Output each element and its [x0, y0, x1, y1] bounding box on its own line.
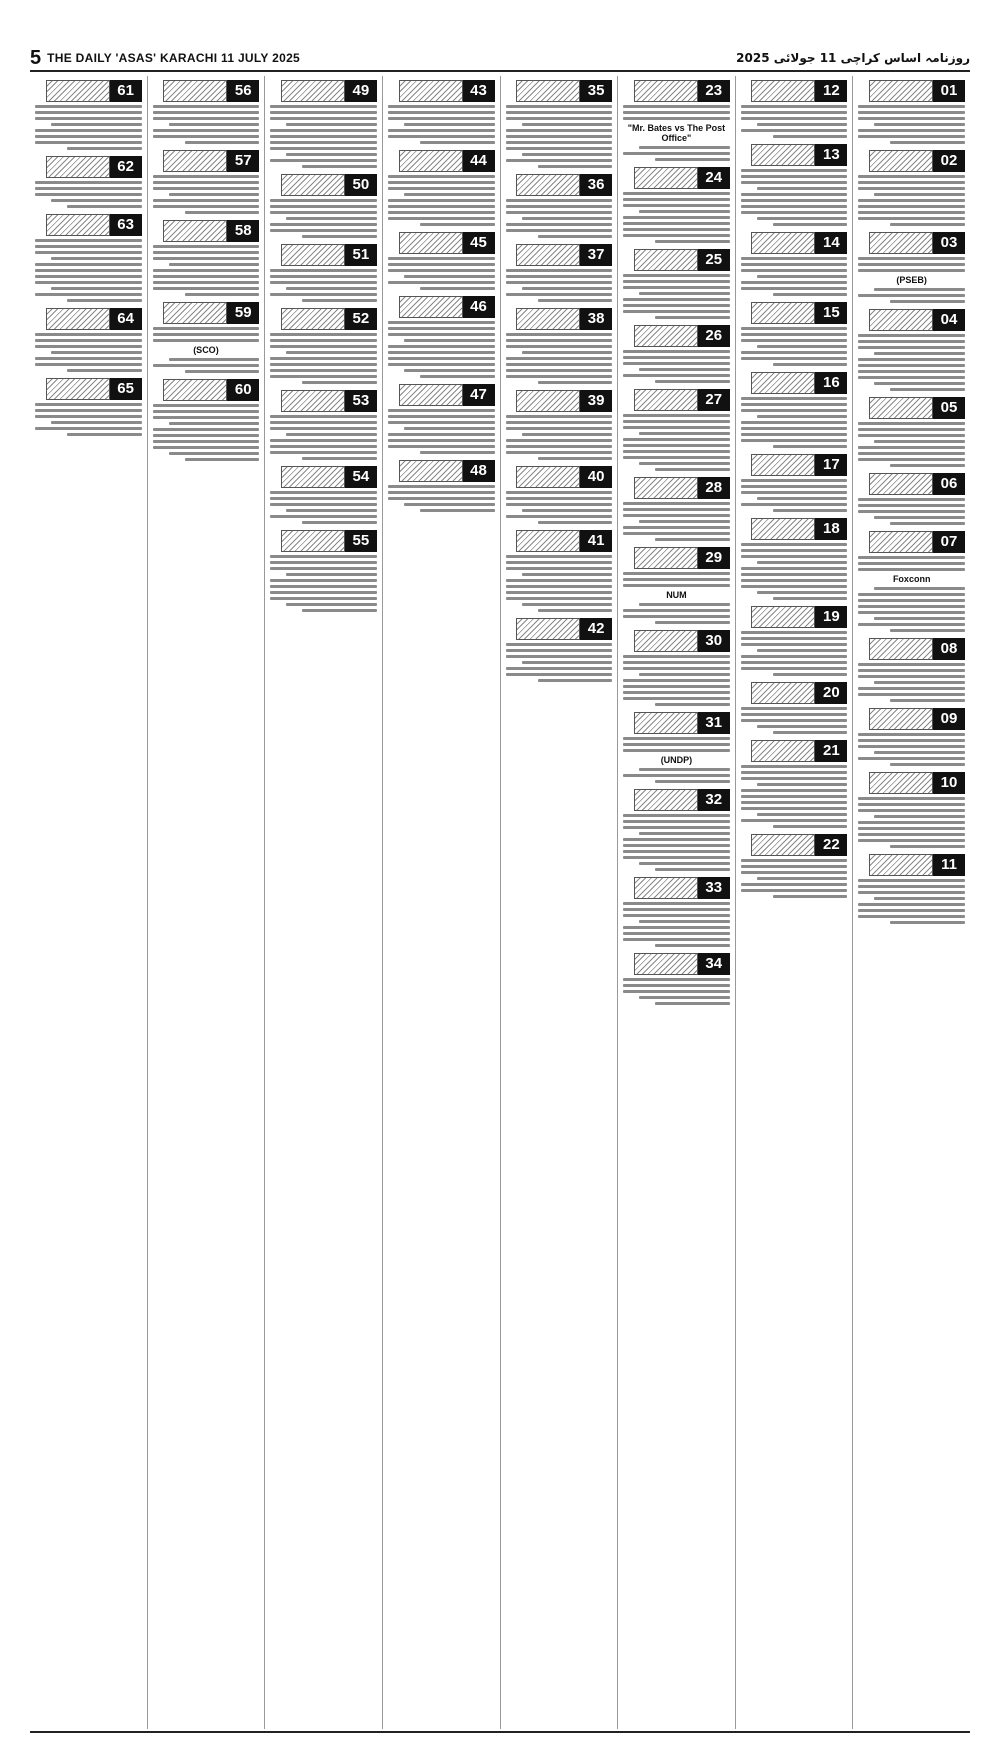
hatch-decoration: [869, 638, 933, 660]
news-item: [35, 214, 142, 302]
hatch-decoration: [751, 302, 815, 324]
column-4: [500, 76, 618, 1729]
body-text: [623, 192, 730, 243]
item-number: 34: [698, 953, 730, 975]
hatch-decoration: [46, 308, 110, 330]
body-text: [153, 327, 260, 373]
english-phrase: (PSEB): [896, 275, 927, 285]
hatch-decoration: [46, 156, 110, 178]
hatch-decoration: [634, 249, 698, 271]
news-item: [858, 638, 965, 702]
item-number: 12: [815, 80, 847, 102]
masthead-urdu: روزنامہ اساس کراچی 11 جولائی 2025: [736, 51, 970, 65]
item-number: 63: [110, 214, 142, 236]
item-number: 07: [933, 531, 965, 553]
body-text: [153, 404, 260, 461]
hatch-decoration: [869, 473, 933, 495]
body-text: [388, 175, 495, 226]
news-item: [741, 80, 848, 138]
hatch-decoration: [46, 378, 110, 400]
body-text: [741, 169, 848, 226]
body-text: [741, 105, 848, 138]
body-text: [35, 181, 142, 208]
item-number: 23: [698, 80, 730, 102]
news-item: [270, 466, 377, 524]
item-number: 44: [463, 150, 495, 172]
item-number: 47: [463, 384, 495, 406]
body-text: [35, 239, 142, 302]
hatch-decoration: [634, 547, 698, 569]
news-item: [741, 682, 848, 734]
item-number: 62: [110, 156, 142, 178]
item-number: 55: [345, 530, 377, 552]
item-number: 19: [815, 606, 847, 628]
news-item: [270, 308, 377, 384]
item-number: 48: [463, 460, 495, 482]
news-item: [858, 854, 965, 924]
news-item: [153, 150, 260, 214]
item-number: 56: [227, 80, 259, 102]
hatch-decoration: [869, 80, 933, 102]
body-text: [741, 765, 848, 828]
news-item: [741, 740, 848, 828]
body-text: [741, 543, 848, 600]
news-item: [388, 384, 495, 454]
item-number: 14: [815, 232, 847, 254]
body-text: [858, 334, 965, 391]
hatch-decoration: [751, 834, 815, 856]
news-item: [506, 308, 613, 384]
news-item: [623, 389, 730, 471]
hatch-decoration: [281, 80, 345, 102]
body-text: [858, 498, 965, 525]
body-text: [741, 479, 848, 512]
hatch-decoration: [516, 390, 580, 412]
hatch-decoration: [869, 309, 933, 331]
hatch-decoration: [516, 174, 580, 196]
news-item: [623, 249, 730, 319]
column-5: [382, 76, 500, 1729]
item-number: 04: [933, 309, 965, 331]
item-number: 27: [698, 389, 730, 411]
page-number: 5: [30, 46, 42, 69]
body-text: [623, 737, 730, 783]
hatch-decoration: [634, 389, 698, 411]
body-text: [623, 414, 730, 471]
hatch-decoration: [634, 325, 698, 347]
hatch-decoration: [751, 144, 815, 166]
body-text: [858, 105, 965, 144]
body-text: [506, 491, 613, 524]
body-text: [388, 105, 495, 144]
column-2: [735, 76, 853, 1729]
item-number: 18: [815, 518, 847, 540]
hatch-decoration: [751, 80, 815, 102]
item-number: 09: [933, 708, 965, 730]
hatch-decoration: [281, 530, 345, 552]
news-item: [35, 156, 142, 208]
news-item: [858, 309, 965, 391]
item-number: 31: [698, 712, 730, 734]
body-text: [153, 175, 260, 214]
body-text: [506, 105, 613, 168]
hatch-decoration: [163, 302, 227, 324]
item-number: 28: [698, 477, 730, 499]
news-item: [623, 712, 730, 783]
body-text: [858, 257, 965, 303]
item-number: 11: [933, 854, 965, 876]
hatch-decoration: [163, 150, 227, 172]
hatch-decoration: [399, 80, 463, 102]
body-text: [623, 274, 730, 319]
page-header: [30, 46, 970, 72]
item-number: 59: [227, 302, 259, 324]
news-item: [858, 708, 965, 766]
hatch-decoration: [399, 296, 463, 318]
hatch-decoration: [516, 308, 580, 330]
item-number: 60: [227, 379, 259, 401]
news-item: [506, 390, 613, 460]
hatch-decoration: [869, 708, 933, 730]
news-item: [858, 232, 965, 303]
news-item: [270, 244, 377, 302]
body-text: [506, 333, 613, 384]
english-phrase: NUM: [666, 590, 687, 600]
hatch-decoration: [751, 682, 815, 704]
news-item: [153, 220, 260, 296]
body-text: [388, 257, 495, 290]
body-text: [153, 245, 260, 296]
news-item: [741, 454, 848, 512]
news-item: [623, 167, 730, 243]
item-number: 40: [580, 466, 612, 488]
english-phrase: "Mr. Bates vs The Post Office": [627, 123, 726, 143]
item-number: 38: [580, 308, 612, 330]
body-text: [270, 199, 377, 238]
news-item: [858, 772, 965, 848]
body-text: [741, 707, 848, 734]
body-text: [623, 572, 730, 624]
item-number: 37: [580, 244, 612, 266]
news-item: [623, 953, 730, 1005]
item-number: 30: [698, 630, 730, 652]
item-number: 24: [698, 167, 730, 189]
item-number: 52: [345, 308, 377, 330]
body-text: [270, 415, 377, 460]
item-number: 17: [815, 454, 847, 476]
body-text: [270, 333, 377, 384]
hatch-decoration: [751, 454, 815, 476]
news-item: [270, 174, 377, 238]
item-number: 25: [698, 249, 730, 271]
news-item: [506, 174, 613, 238]
hatch-decoration: [281, 174, 345, 196]
news-item: [388, 232, 495, 290]
body-text: [858, 663, 965, 702]
news-item: [153, 80, 260, 144]
news-item: [741, 372, 848, 448]
item-number: 39: [580, 390, 612, 412]
body-text: [270, 269, 377, 302]
hatch-decoration: [281, 244, 345, 266]
hatch-decoration: [869, 232, 933, 254]
news-item: [858, 150, 965, 226]
body-text: [623, 902, 730, 947]
english-phrase: (SCO): [193, 345, 219, 355]
news-item: [623, 325, 730, 383]
english-phrase: (UNDP): [660, 755, 693, 765]
hatch-decoration: [751, 232, 815, 254]
news-item: [623, 789, 730, 871]
item-number: 21: [815, 740, 847, 762]
body-text: [741, 257, 848, 296]
news-item: [741, 518, 848, 600]
news-item: [506, 80, 613, 168]
item-number: 36: [580, 174, 612, 196]
body-text: [506, 555, 613, 612]
body-text: [270, 555, 377, 612]
item-number: 08: [933, 638, 965, 660]
body-text: [153, 105, 260, 144]
news-item: [270, 530, 377, 612]
news-item: [741, 144, 848, 226]
masthead-english: THE DAILY 'ASAS' KARACHI 11 JULY 2025: [47, 51, 301, 65]
item-number: 01: [933, 80, 965, 102]
news-item: [153, 379, 260, 461]
item-number: 53: [345, 390, 377, 412]
column-8: [30, 76, 147, 1729]
news-item: [270, 390, 377, 460]
news-item: [506, 618, 613, 682]
column-6: [264, 76, 382, 1729]
news-item: [388, 296, 495, 378]
item-number: 16: [815, 372, 847, 394]
hatch-decoration: [634, 712, 698, 734]
news-item: [623, 477, 730, 541]
hatch-decoration: [869, 150, 933, 172]
body-text: [35, 333, 142, 372]
body-text: [741, 859, 848, 898]
body-text: [506, 199, 613, 238]
news-item: [388, 150, 495, 226]
hatch-decoration: [516, 530, 580, 552]
news-item: [623, 630, 730, 706]
news-item: [270, 80, 377, 168]
news-item: [741, 606, 848, 676]
item-number: 64: [110, 308, 142, 330]
item-number: 42: [580, 618, 612, 640]
body-text: [858, 797, 965, 848]
item-number: 26: [698, 325, 730, 347]
news-item: [623, 547, 730, 624]
footer-rule: [30, 1731, 970, 1733]
item-number: 61: [110, 80, 142, 102]
news-item: [741, 834, 848, 898]
body-text: [858, 733, 965, 766]
hatch-decoration: [516, 244, 580, 266]
hatch-decoration: [751, 740, 815, 762]
hatch-decoration: [869, 854, 933, 876]
body-text: [741, 397, 848, 448]
news-item: [506, 466, 613, 524]
body-text: [35, 403, 142, 436]
news-item: [388, 80, 495, 144]
item-number: 65: [110, 378, 142, 400]
item-number: 51: [345, 244, 377, 266]
body-text: [270, 105, 377, 168]
news-item: [858, 473, 965, 525]
item-number: 13: [815, 144, 847, 166]
hatch-decoration: [516, 618, 580, 640]
hatch-decoration: [399, 232, 463, 254]
body-text: [858, 422, 965, 467]
item-number: 03: [933, 232, 965, 254]
hatch-decoration: [751, 606, 815, 628]
item-number: 06: [933, 473, 965, 495]
body-text: [506, 269, 613, 302]
body-text: [858, 175, 965, 226]
item-number: 15: [815, 302, 847, 324]
item-number: 29: [698, 547, 730, 569]
column-3: [617, 76, 735, 1729]
hatch-decoration: [634, 167, 698, 189]
hatch-decoration: [751, 518, 815, 540]
news-item: [858, 531, 965, 632]
english-phrase: Foxconn: [892, 574, 931, 584]
news-columns: [30, 76, 970, 1729]
body-text: [858, 879, 965, 924]
hatch-decoration: [163, 379, 227, 401]
body-text: [388, 321, 495, 378]
body-text: [388, 409, 495, 454]
hatch-decoration: [869, 397, 933, 419]
item-number: 20: [815, 682, 847, 704]
body-text: [623, 655, 730, 706]
news-item: [388, 460, 495, 512]
item-number: 33: [698, 877, 730, 899]
hatch-decoration: [281, 308, 345, 330]
body-text: [623, 978, 730, 1005]
news-item: [741, 232, 848, 296]
hatch-decoration: [516, 80, 580, 102]
column-1: [852, 76, 970, 1729]
item-number: 49: [345, 80, 377, 102]
body-text: [270, 491, 377, 524]
body-text: [858, 556, 965, 632]
news-item: [741, 302, 848, 366]
hatch-decoration: [869, 772, 933, 794]
news-item: [858, 397, 965, 467]
item-number: 35: [580, 80, 612, 102]
hatch-decoration: [163, 220, 227, 242]
item-number: 57: [227, 150, 259, 172]
item-number: 32: [698, 789, 730, 811]
hatch-decoration: [516, 466, 580, 488]
column-7: [147, 76, 265, 1729]
body-text: [623, 502, 730, 541]
hatch-decoration: [281, 390, 345, 412]
hatch-decoration: [281, 466, 345, 488]
news-item: [506, 244, 613, 302]
item-number: 10: [933, 772, 965, 794]
body-text: [741, 327, 848, 366]
news-item: [35, 378, 142, 436]
item-number: 45: [463, 232, 495, 254]
hatch-decoration: [46, 214, 110, 236]
body-text: [623, 814, 730, 871]
item-number: 05: [933, 397, 965, 419]
news-item: [623, 877, 730, 947]
body-text: [506, 415, 613, 460]
news-item: [623, 80, 730, 161]
hatch-decoration: [399, 460, 463, 482]
news-item: [858, 80, 965, 144]
item-number: 02: [933, 150, 965, 172]
body-text: [741, 631, 848, 676]
item-number: 54: [345, 466, 377, 488]
body-text: [35, 105, 142, 150]
body-text: [388, 485, 495, 512]
item-number: 46: [463, 296, 495, 318]
item-number: 22: [815, 834, 847, 856]
hatch-decoration: [46, 80, 110, 102]
hatch-decoration: [634, 789, 698, 811]
body-text: [623, 350, 730, 383]
hatch-decoration: [869, 531, 933, 553]
hatch-decoration: [634, 877, 698, 899]
hatch-decoration: [399, 384, 463, 406]
item-number: 41: [580, 530, 612, 552]
hatch-decoration: [751, 372, 815, 394]
news-item: [35, 80, 142, 150]
hatch-decoration: [634, 477, 698, 499]
hatch-decoration: [634, 80, 698, 102]
item-number: 58: [227, 220, 259, 242]
hatch-decoration: [634, 953, 698, 975]
news-item: [153, 302, 260, 373]
news-item: [506, 530, 613, 612]
body-text: [623, 105, 730, 161]
item-number: 50: [345, 174, 377, 196]
item-number: 43: [463, 80, 495, 102]
hatch-decoration: [163, 80, 227, 102]
hatch-decoration: [399, 150, 463, 172]
body-text: [506, 643, 613, 682]
news-item: [35, 308, 142, 372]
hatch-decoration: [634, 630, 698, 652]
